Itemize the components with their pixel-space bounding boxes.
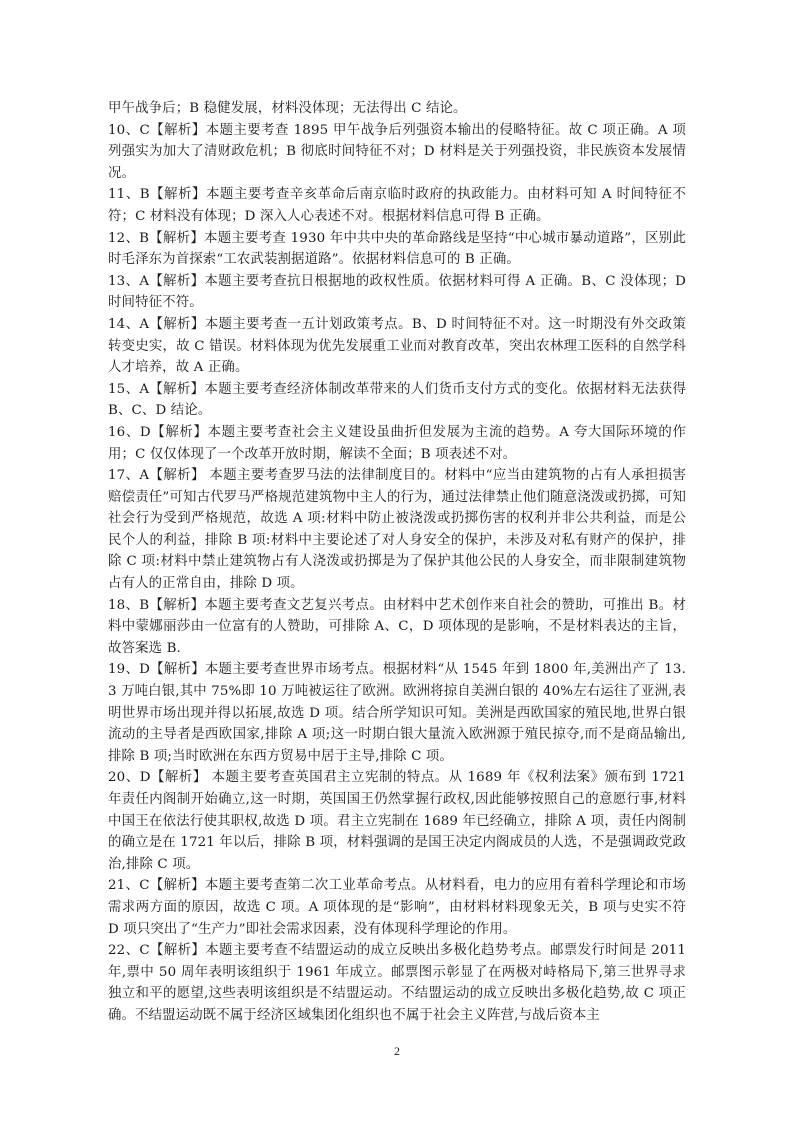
answer-12: 12、B【解析】本题主要考查 1930 年中共中央的革命路线是坚持“中心城市暴动道路”，区别此时毛泽东为首探索“工农武装割据道路”。依据材料信息可的 B 正确。 xyxy=(108,230,686,268)
answer-11: 11、B【解析】本题主要考查辛亥革命后南京临时政府的执政能力。由材料可知 A 时间特征不符；C 材料没有体现；D 深入人心表述不对。根据材料信息可得 B 正确。 xyxy=(108,187,686,224)
answer-21: 21、C【解析】本题主要考查第二次工业革命考点。从材料看，电力的应用有着科学理论和市场需求两方面的原因，故选 C 项。A 项体现的是“影响”，由材料材料现象无关，B 项与史实不符 D 项只突出了“生产力”即社会需求因素，没有体现科学理论的作用。 xyxy=(108,878,686,937)
answer-explanations xyxy=(108,98,686,1027)
answer-19: 19、D【解析】本题主要考查世界市场考点。根据材料“从 1545 年到 1800 年,美洲出产了 13.3 万吨白银,其中 75%即 10 万吨被运往了欧洲。欧洲将掠自美洲白银的 40%左右运往了亚洲,表明世界市场出现并得以拓展,故选 D 项。结合所学知识可知。美洲是西欧国家的殖民地,世界白银流动的主导者是西欧国家,排除 A 项;这一时期白银大量流入欧洲源于殖民掠夺,而不是商品输出,排除 B 项;当时欧洲在东西方贸易中居于主导,排除 C 项。 xyxy=(108,662,686,764)
answer-22: 22、C【解析】本题主要考查不结盟运动的成立反映出多极化趋势考点。邮票发行时间是 2011 年,票中 50 周年表明该组织于 1961 年成立。邮票图示彰显了在两极对峙格局下,第三世界寻求独立和平的愿望,这些表明该组织是不结盟运动。不结盟运动的成立反映出多极化趋势,故 C 项正确。不结盟运动既不属于经济区域集团化组织也不属于社会主义阵营,与战后资本主 xyxy=(108,943,686,1023)
paragraph-continuation: 甲午战争后；B 稳健发展，材料没体现；无法得出 C 结论。 xyxy=(108,101,467,116)
page-number: 2 xyxy=(394,1044,400,1058)
answer-13: 13、A【解析】本题主要考查抗日根据地的政权性质。依据材料可得 A 正确。B、C 没体现；D 时间特征不符。 xyxy=(108,273,686,311)
answer-18: 18、B【解析】本题主要考查文艺复兴考点。由材料中艺术创作来自社会的赞助，可推出 B。材料中蒙娜丽莎由一位富有的人赞助，可排除 A、C，D 项体现的是影响，不是材料表达的主旨，故答案选 B. xyxy=(108,597,686,656)
answer-14: 14、A【解析】本题主要考查一五计划政策考点。B、D 时间特征不对。这一时期没有外交政策转变史实，故 C 错误。材料体现为优先发展重工业而对教育改革，突出农林理工医科的自然学科人才培养，故 A 正确。 xyxy=(108,316,686,376)
answer-15: 15、A【解析】本题主要考查经济体制改革带来的人们货币支付方式的变化。依据材料无法获得 B、C、D 结论。 xyxy=(108,381,686,419)
answer-10: 10、C【解析】本题主要考查 1895 甲午战争后列强资本输出的侵略特征。故 C 项正确。A 项列强实为加大了清财政危机；B 彻底时间特征不对；D 材料是关于列强投资，非民族资本发展情况。 xyxy=(108,122,686,181)
answer-16: 16、D【解析】本题主要考查社会主义建设虽曲折但发展为主流的趋势。A 夸大国际环境的作用；C 仅仅体现了一个改革开放时期，解读不全面；B 项表述不对。 xyxy=(108,424,686,462)
answer-17: 17、A【解析】 本题主要考查罗马法的法律制度目的。材料中“应当由建筑物的占有人承担损害赔偿责任”可知古代罗马严格规范建筑物中主人的行为，通过法律禁止他们随意浇泼或扔掷，可知社会行为受到严格规范，故选 A 项:材料中防止被浇泼或扔掷伤害的权利并非公共利益，而是公民个人的利益，排除 B 项:材料中主要论述了对人身安全的保护，未涉及对私有财产的保护，排除 C 项:材料中禁止建筑物占有人浇泼或扔掷是为了保护其他公民的人身安全，而非限制建筑物占有人的正常自由，排除 D 项。 xyxy=(108,468,686,592)
answer-20: 20、D【解析】 本题主要考查英国君主立宪制的特点。从 1689 年《权利法案》颁布到 1721 年责任内阁制开始确立,这一时期，英国国王仍然掌握行政权,因此能够按照自己的意愿行事,材料中国王在依法行使其职权,故选 D 项。君主立宪制在 1689 年已经确立，排除 A 项，责任内阁制的确立是在 1721 年以后，排除 B 项，材料强调的是国王决定内阁成员的人选，不是强调政党政治,排除 C 项。 xyxy=(108,770,686,872)
